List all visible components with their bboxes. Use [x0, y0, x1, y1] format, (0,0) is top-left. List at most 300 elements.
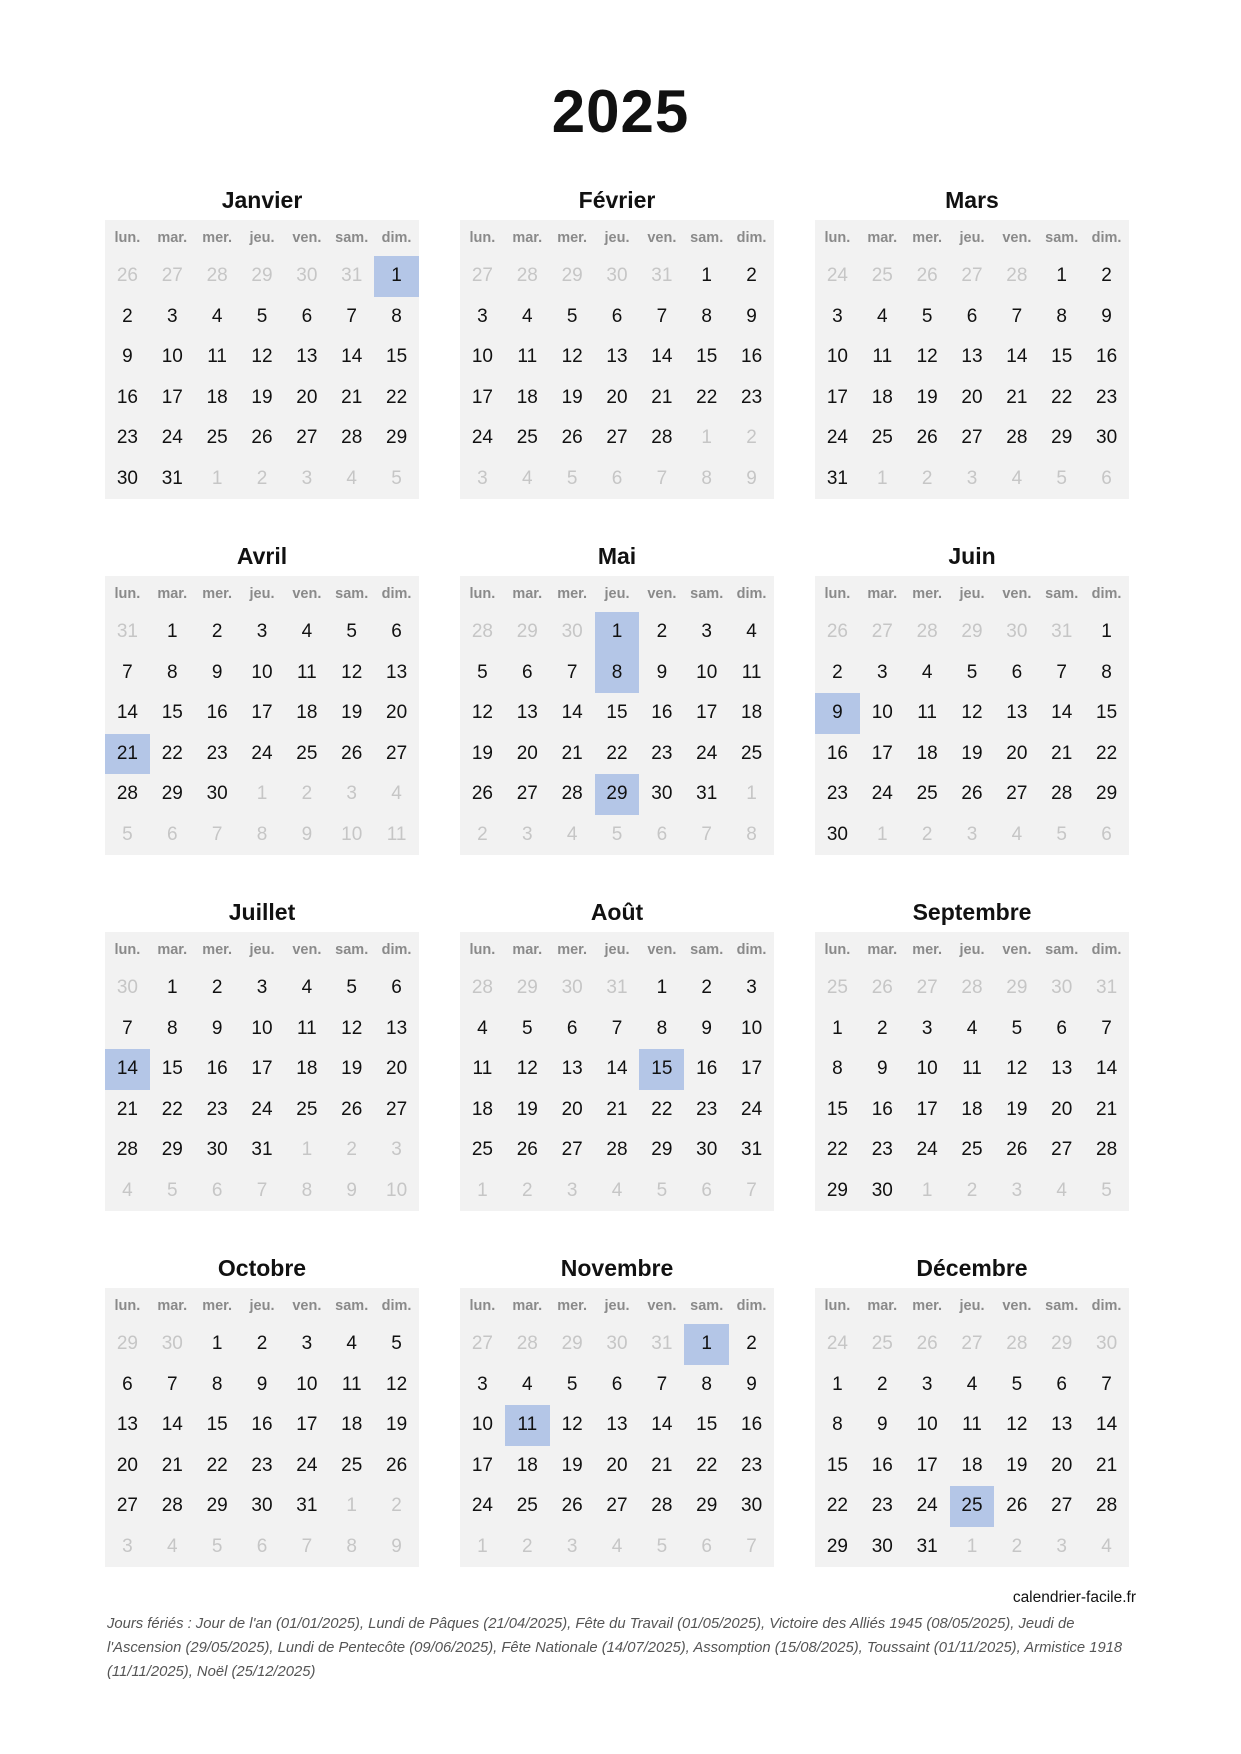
- day-cell-other-month: 29: [116, 1333, 138, 1355]
- day-cell-other-month: 11: [386, 823, 407, 845]
- day-cell: 20: [961, 386, 983, 408]
- day-cell: 31: [826, 467, 848, 489]
- day-cell: 28: [341, 427, 363, 449]
- day-cell: 24: [161, 427, 183, 449]
- day-cell-other-month: 6: [1101, 467, 1112, 489]
- day-cell: 19: [916, 386, 938, 408]
- day-cell: 3: [746, 977, 757, 999]
- day-cell: 27: [606, 1495, 628, 1517]
- weekday-header: dim.: [381, 586, 412, 602]
- weekday-header: lun.: [824, 942, 851, 958]
- weekday-header: sam.: [1045, 942, 1079, 958]
- day-cell-other-month: 4: [1101, 1535, 1112, 1557]
- day-cell: 25: [950, 1486, 995, 1527]
- day-cell: 21: [1006, 386, 1028, 408]
- day-cell: 21: [105, 734, 150, 775]
- day-cell: 14: [341, 346, 363, 368]
- day-cell-other-month: 7: [256, 1179, 268, 1201]
- day-cell: 20: [1051, 1454, 1073, 1476]
- month-juillet: [105, 892, 419, 1211]
- weekday-header: lun.: [824, 586, 851, 602]
- month-name: Juin: [948, 543, 996, 569]
- day-cell: 15: [606, 702, 628, 724]
- day-cell-other-month: 1: [346, 1495, 357, 1517]
- day-cell: 15: [1051, 346, 1073, 368]
- day-cell-other-month: 4: [346, 467, 357, 489]
- day-cell-other-month: 30: [561, 621, 583, 643]
- day-cell: 9: [256, 1373, 268, 1395]
- day-cell-other-month: 10: [386, 1179, 408, 1201]
- day-cell: 28: [1096, 1495, 1118, 1517]
- day-cell: 7: [566, 661, 578, 683]
- weekday-header: mar.: [867, 586, 898, 602]
- day-cell-other-month: 3: [566, 1535, 578, 1557]
- day-cell: 17: [741, 1058, 763, 1080]
- day-cell: 25: [341, 1454, 363, 1476]
- day-cell: 9: [815, 693, 860, 734]
- day-cell: 5: [921, 305, 933, 327]
- day-cell: 30: [696, 1139, 718, 1161]
- weekday-header: ven.: [1002, 586, 1032, 602]
- day-cell: 27: [386, 1098, 408, 1120]
- day-cell-other-month: 27: [961, 1333, 983, 1355]
- day-cell: 9: [211, 661, 223, 683]
- day-cell: 2: [1101, 265, 1112, 287]
- weekday-header: sam.: [690, 586, 724, 602]
- weekday-header: mer.: [912, 230, 943, 246]
- day-cell: 18: [871, 386, 893, 408]
- day-cell: 13: [606, 346, 628, 368]
- day-cell: 7: [1101, 1373, 1112, 1395]
- day-cell: 19: [961, 742, 983, 764]
- day-cell: 11: [296, 1017, 317, 1039]
- day-cell: 30: [1096, 427, 1118, 449]
- day-cell-other-month: 3: [301, 467, 313, 489]
- day-cell: 22: [606, 742, 628, 764]
- day-cell: 19: [341, 702, 363, 724]
- weekday-header: ven.: [292, 586, 322, 602]
- month-octobre: [105, 1248, 419, 1567]
- day-cell: 14: [606, 1058, 628, 1080]
- day-cell-other-month: 2: [477, 823, 488, 845]
- day-cell: 14: [105, 1049, 150, 1090]
- day-cell: 25: [961, 1139, 983, 1161]
- day-cell: 30: [651, 783, 673, 805]
- weekday-header: jeu.: [249, 586, 275, 602]
- day-cell: 4: [746, 621, 757, 643]
- month-grid: [460, 1288, 774, 1567]
- day-cell: 10: [741, 1017, 763, 1039]
- day-cell-other-month: 5: [391, 467, 402, 489]
- day-cell-other-month: 4: [166, 1535, 178, 1557]
- day-cell: 25: [516, 427, 538, 449]
- day-cell: 22: [1096, 742, 1118, 764]
- day-cell: 3: [832, 305, 843, 327]
- weekday-header: sam.: [690, 942, 724, 958]
- day-cell: 25: [296, 1098, 318, 1120]
- day-cell: 24: [871, 783, 893, 805]
- day-cell: 30: [116, 467, 138, 489]
- day-cell: 5: [346, 977, 357, 999]
- day-cell-other-month: 5: [566, 467, 578, 489]
- day-cell: 11: [962, 1058, 982, 1080]
- day-cell-other-month: 31: [116, 621, 138, 643]
- day-cell: 12: [1006, 1414, 1028, 1436]
- day-cell: 25: [296, 742, 318, 764]
- day-cell: 6: [122, 1373, 133, 1395]
- day-cell: 11: [472, 1058, 493, 1080]
- day-cell: 6: [1056, 1373, 1067, 1395]
- day-cell: 6: [611, 1373, 623, 1395]
- day-cell: 26: [1006, 1495, 1028, 1517]
- day-cell: 18: [471, 1098, 493, 1120]
- day-cell: 28: [116, 783, 138, 805]
- day-cell: 26: [386, 1454, 408, 1476]
- month-aout: [460, 892, 774, 1211]
- weekday-header: sam.: [1045, 586, 1079, 602]
- day-cell: 15: [386, 346, 408, 368]
- day-cell: 4: [966, 1017, 978, 1039]
- weekday-header: lun.: [469, 586, 496, 602]
- day-cell: 23: [251, 1454, 273, 1476]
- day-cell-other-month: 7: [301, 1535, 313, 1557]
- day-cell: 25: [871, 427, 893, 449]
- day-cell: 6: [521, 661, 533, 683]
- day-cell-other-month: 24: [826, 1333, 848, 1355]
- day-cell: 15: [161, 1058, 183, 1080]
- weekday-header: mar.: [157, 1298, 188, 1314]
- day-cell: 12: [471, 702, 493, 724]
- day-cell: 7: [122, 661, 133, 683]
- day-cell: 2: [832, 661, 843, 683]
- day-cell-other-month: 6: [701, 1535, 712, 1557]
- day-cell-other-month: 27: [161, 265, 183, 287]
- day-cell-other-month: 1: [966, 1535, 978, 1557]
- day-cell: 2: [746, 265, 757, 287]
- site-credit: calendrier-facile.fr: [1012, 1589, 1136, 1606]
- day-cell: 1: [656, 977, 668, 999]
- day-cell: 10: [471, 346, 493, 368]
- day-cell-other-month: 1: [301, 1139, 313, 1161]
- day-cell: 22: [826, 1139, 848, 1161]
- day-cell: 20: [516, 742, 538, 764]
- weekday-header: mer.: [557, 230, 588, 246]
- day-cell: 24: [251, 1098, 273, 1120]
- day-cell: 24: [296, 1454, 318, 1476]
- day-cell: 11: [505, 1405, 550, 1446]
- weekday-header: dim.: [736, 230, 767, 246]
- day-cell: 8: [701, 305, 712, 327]
- day-cell-other-month: 8: [746, 823, 757, 845]
- weekday-header: mer.: [557, 586, 588, 602]
- day-cell-other-month: 31: [651, 1333, 673, 1355]
- day-cell-other-month: 26: [916, 1333, 938, 1355]
- day-cell: 29: [826, 1535, 848, 1557]
- day-cell-other-month: 5: [1056, 467, 1067, 489]
- day-cell: 5: [391, 1333, 402, 1355]
- day-cell: 5: [521, 1017, 533, 1039]
- day-cell: 15: [696, 346, 718, 368]
- day-cell-other-month: 28: [471, 621, 493, 643]
- day-cell-other-month: 9: [746, 467, 757, 489]
- day-cell: 1: [166, 977, 178, 999]
- day-cell: 1: [166, 621, 178, 643]
- day-cell: 15: [161, 702, 183, 724]
- day-cell-other-month: 29: [516, 977, 538, 999]
- weekday-header: mar.: [512, 942, 543, 958]
- day-cell-other-month: 29: [516, 621, 538, 643]
- day-cell: 11: [872, 346, 893, 368]
- day-cell: 2: [701, 977, 712, 999]
- day-cell: 11: [296, 661, 317, 683]
- weekday-header: mer.: [557, 1298, 588, 1314]
- day-cell: 23: [741, 1454, 763, 1476]
- day-cell: 16: [741, 346, 763, 368]
- month-avril: [105, 536, 419, 855]
- day-cell: 28: [606, 1139, 628, 1161]
- day-cell: 29: [595, 774, 640, 815]
- day-cell-other-month: 6: [166, 823, 178, 845]
- day-cell: 23: [1096, 386, 1118, 408]
- day-cell: 2: [876, 1373, 888, 1395]
- weekday-header: dim.: [1091, 1298, 1122, 1314]
- day-cell: 7: [656, 305, 668, 327]
- weekday-header: sam.: [335, 942, 369, 958]
- day-cell-other-month: 31: [1096, 977, 1118, 999]
- weekday-header: lun.: [114, 586, 141, 602]
- weekday-header: mar.: [512, 1298, 543, 1314]
- day-cell: 12: [251, 346, 273, 368]
- day-cell: 13: [386, 1017, 408, 1039]
- day-cell-other-month: 25: [871, 265, 893, 287]
- day-cell: 12: [561, 1414, 583, 1436]
- day-cell: 22: [826, 1495, 848, 1517]
- day-cell: 26: [471, 783, 493, 805]
- day-cell-other-month: 29: [561, 265, 583, 287]
- day-cell-other-month: 5: [656, 1535, 668, 1557]
- weekday-header: sam.: [1045, 230, 1079, 246]
- day-cell: 19: [471, 742, 493, 764]
- month-grid: [105, 932, 419, 1211]
- day-cell: 6: [1056, 1017, 1067, 1039]
- day-cell-other-month: 5: [1101, 1179, 1112, 1201]
- weekday-header: jeu.: [249, 1298, 275, 1314]
- day-cell: 26: [561, 1495, 583, 1517]
- month-grid: [815, 1288, 1129, 1567]
- day-cell-other-month: 6: [656, 823, 668, 845]
- day-cell-other-month: 2: [346, 1139, 357, 1161]
- day-cell-other-month: 2: [521, 1179, 533, 1201]
- day-cell: 3: [256, 977, 268, 999]
- weekday-header: ven.: [292, 942, 322, 958]
- day-cell: 26: [251, 427, 273, 449]
- day-cell: 22: [161, 1098, 183, 1120]
- day-cell: 9: [656, 661, 668, 683]
- day-cell: 5: [256, 305, 268, 327]
- day-cell: 31: [296, 1495, 318, 1517]
- day-cell: 22: [1051, 386, 1073, 408]
- day-cell: 2: [211, 621, 223, 643]
- weekday-header: mar.: [157, 942, 188, 958]
- day-cell: 10: [161, 346, 183, 368]
- day-cell: 18: [516, 386, 538, 408]
- day-cell: 25: [916, 783, 938, 805]
- day-cell: 22: [161, 742, 183, 764]
- day-cell: 20: [1051, 1098, 1073, 1120]
- month-janvier: [105, 180, 419, 499]
- day-cell: 14: [1096, 1414, 1118, 1436]
- day-cell: 20: [606, 386, 628, 408]
- day-cell: 17: [161, 386, 183, 408]
- day-cell-other-month: 4: [122, 1179, 133, 1201]
- day-cell: 12: [961, 702, 983, 724]
- day-cell-other-month: 9: [346, 1179, 357, 1201]
- day-cell: 20: [116, 1454, 138, 1476]
- day-cell: 10: [871, 702, 893, 724]
- day-cell: 7: [611, 1017, 623, 1039]
- day-cell: 5: [477, 661, 488, 683]
- day-cell-other-month: 27: [871, 621, 893, 643]
- day-cell: 27: [606, 427, 628, 449]
- month-name: Décembre: [916, 1255, 1028, 1281]
- day-cell-other-month: 29: [1051, 1333, 1073, 1355]
- day-cell: 24: [826, 427, 848, 449]
- day-cell: 1: [832, 1373, 843, 1395]
- day-cell-other-month: 30: [1006, 621, 1028, 643]
- day-cell: 1: [1056, 265, 1067, 287]
- day-cell-other-month: 6: [256, 1535, 268, 1557]
- day-cell: 27: [561, 1139, 583, 1161]
- weekday-header: jeu.: [959, 1298, 985, 1314]
- day-cell: 4: [876, 305, 888, 327]
- day-cell-other-month: 3: [966, 823, 978, 845]
- day-cell-other-month: 28: [961, 977, 983, 999]
- day-cell: 24: [471, 427, 493, 449]
- weekday-header: lun.: [469, 1298, 496, 1314]
- day-cell: 3: [166, 305, 178, 327]
- day-cell: 5: [1011, 1017, 1023, 1039]
- weekday-header: dim.: [736, 942, 767, 958]
- day-cell: 1: [374, 256, 419, 297]
- weekday-header: mer.: [202, 942, 233, 958]
- day-cell: 20: [1006, 742, 1028, 764]
- weekday-header: jeu.: [604, 230, 630, 246]
- day-cell: 19: [251, 386, 273, 408]
- day-cell: 2: [746, 1333, 757, 1355]
- day-cell: 6: [611, 305, 623, 327]
- day-cell-other-month: 30: [561, 977, 583, 999]
- day-cell-other-month: 6: [701, 1179, 712, 1201]
- day-cell-other-month: 1: [477, 1179, 488, 1201]
- day-cell-other-month: 4: [1011, 467, 1023, 489]
- day-cell-other-month: 29: [561, 1333, 583, 1355]
- day-cell: 10: [296, 1373, 318, 1395]
- weekday-header: lun.: [114, 230, 141, 246]
- day-cell: 26: [341, 1098, 363, 1120]
- weekday-header: lun.: [469, 230, 496, 246]
- day-cell-other-month: 4: [521, 467, 533, 489]
- day-cell: 3: [477, 1373, 488, 1395]
- day-cell: 28: [561, 783, 583, 805]
- weekday-header: mar.: [157, 230, 188, 246]
- weekday-header: dim.: [1091, 586, 1122, 602]
- weekday-header: mer.: [912, 942, 943, 958]
- day-cell: 24: [251, 742, 273, 764]
- day-cell: 24: [741, 1098, 763, 1120]
- day-cell: 13: [296, 346, 318, 368]
- weekday-header: mer.: [202, 230, 233, 246]
- day-cell: 15: [696, 1414, 718, 1436]
- day-cell: 26: [916, 427, 938, 449]
- day-cell: 23: [116, 427, 138, 449]
- day-cell-other-month: 27: [471, 1333, 493, 1355]
- day-cell: 9: [746, 305, 757, 327]
- month-septembre: [815, 892, 1129, 1211]
- day-cell: 21: [1051, 742, 1073, 764]
- day-cell-other-month: 25: [826, 977, 848, 999]
- day-cell: 27: [961, 427, 983, 449]
- day-cell-other-month: 2: [921, 823, 933, 845]
- day-cell: 17: [826, 386, 848, 408]
- day-cell-other-month: 3: [966, 467, 978, 489]
- weekday-header: dim.: [381, 942, 412, 958]
- weekday-header: sam.: [1045, 1298, 1079, 1314]
- day-cell-other-month: 7: [211, 823, 223, 845]
- day-cell: 23: [741, 386, 763, 408]
- day-cell-other-month: 4: [611, 1535, 623, 1557]
- day-cell: 19: [386, 1414, 408, 1436]
- day-cell: 3: [921, 1017, 933, 1039]
- day-cell-other-month: 10: [341, 823, 363, 845]
- day-cell-other-month: 3: [1056, 1535, 1067, 1557]
- day-cell: 1: [595, 612, 640, 653]
- day-cell-other-month: 28: [471, 977, 493, 999]
- weekday-header: jeu.: [604, 1298, 630, 1314]
- day-cell: 31: [916, 1535, 938, 1557]
- day-cell: 27: [296, 427, 318, 449]
- weekday-header: mar.: [867, 942, 898, 958]
- day-cell: 8: [701, 1373, 712, 1395]
- month-name: Février: [578, 187, 656, 213]
- day-cell: 10: [251, 661, 273, 683]
- day-cell: 24: [471, 1495, 493, 1517]
- day-cell-other-month: 28: [516, 1333, 538, 1355]
- day-cell: 1: [832, 1017, 843, 1039]
- day-cell: 18: [341, 1414, 363, 1436]
- day-cell: 14: [651, 346, 673, 368]
- day-cell: 17: [916, 1454, 938, 1476]
- day-cell: 7: [1011, 305, 1023, 327]
- day-cell: 10: [826, 346, 848, 368]
- day-cell: 3: [301, 1333, 313, 1355]
- day-cell: 14: [1051, 702, 1073, 724]
- day-cell: 12: [1006, 1058, 1028, 1080]
- day-cell: 14: [1096, 1058, 1118, 1080]
- day-cell: 15: [639, 1049, 684, 1090]
- weekday-header: jeu.: [249, 942, 275, 958]
- day-cell: 8: [166, 1017, 178, 1039]
- day-cell-other-month: 2: [746, 427, 757, 449]
- day-cell: 29: [206, 1495, 228, 1517]
- day-cell: 29: [1096, 783, 1118, 805]
- day-cell: 6: [391, 977, 402, 999]
- month-grid: [105, 1288, 419, 1567]
- day-cell: 26: [341, 742, 363, 764]
- day-cell: 6: [301, 305, 313, 327]
- day-cell: 8: [1101, 661, 1112, 683]
- day-cell-other-month: 29: [251, 265, 273, 287]
- weekday-header: mar.: [512, 230, 543, 246]
